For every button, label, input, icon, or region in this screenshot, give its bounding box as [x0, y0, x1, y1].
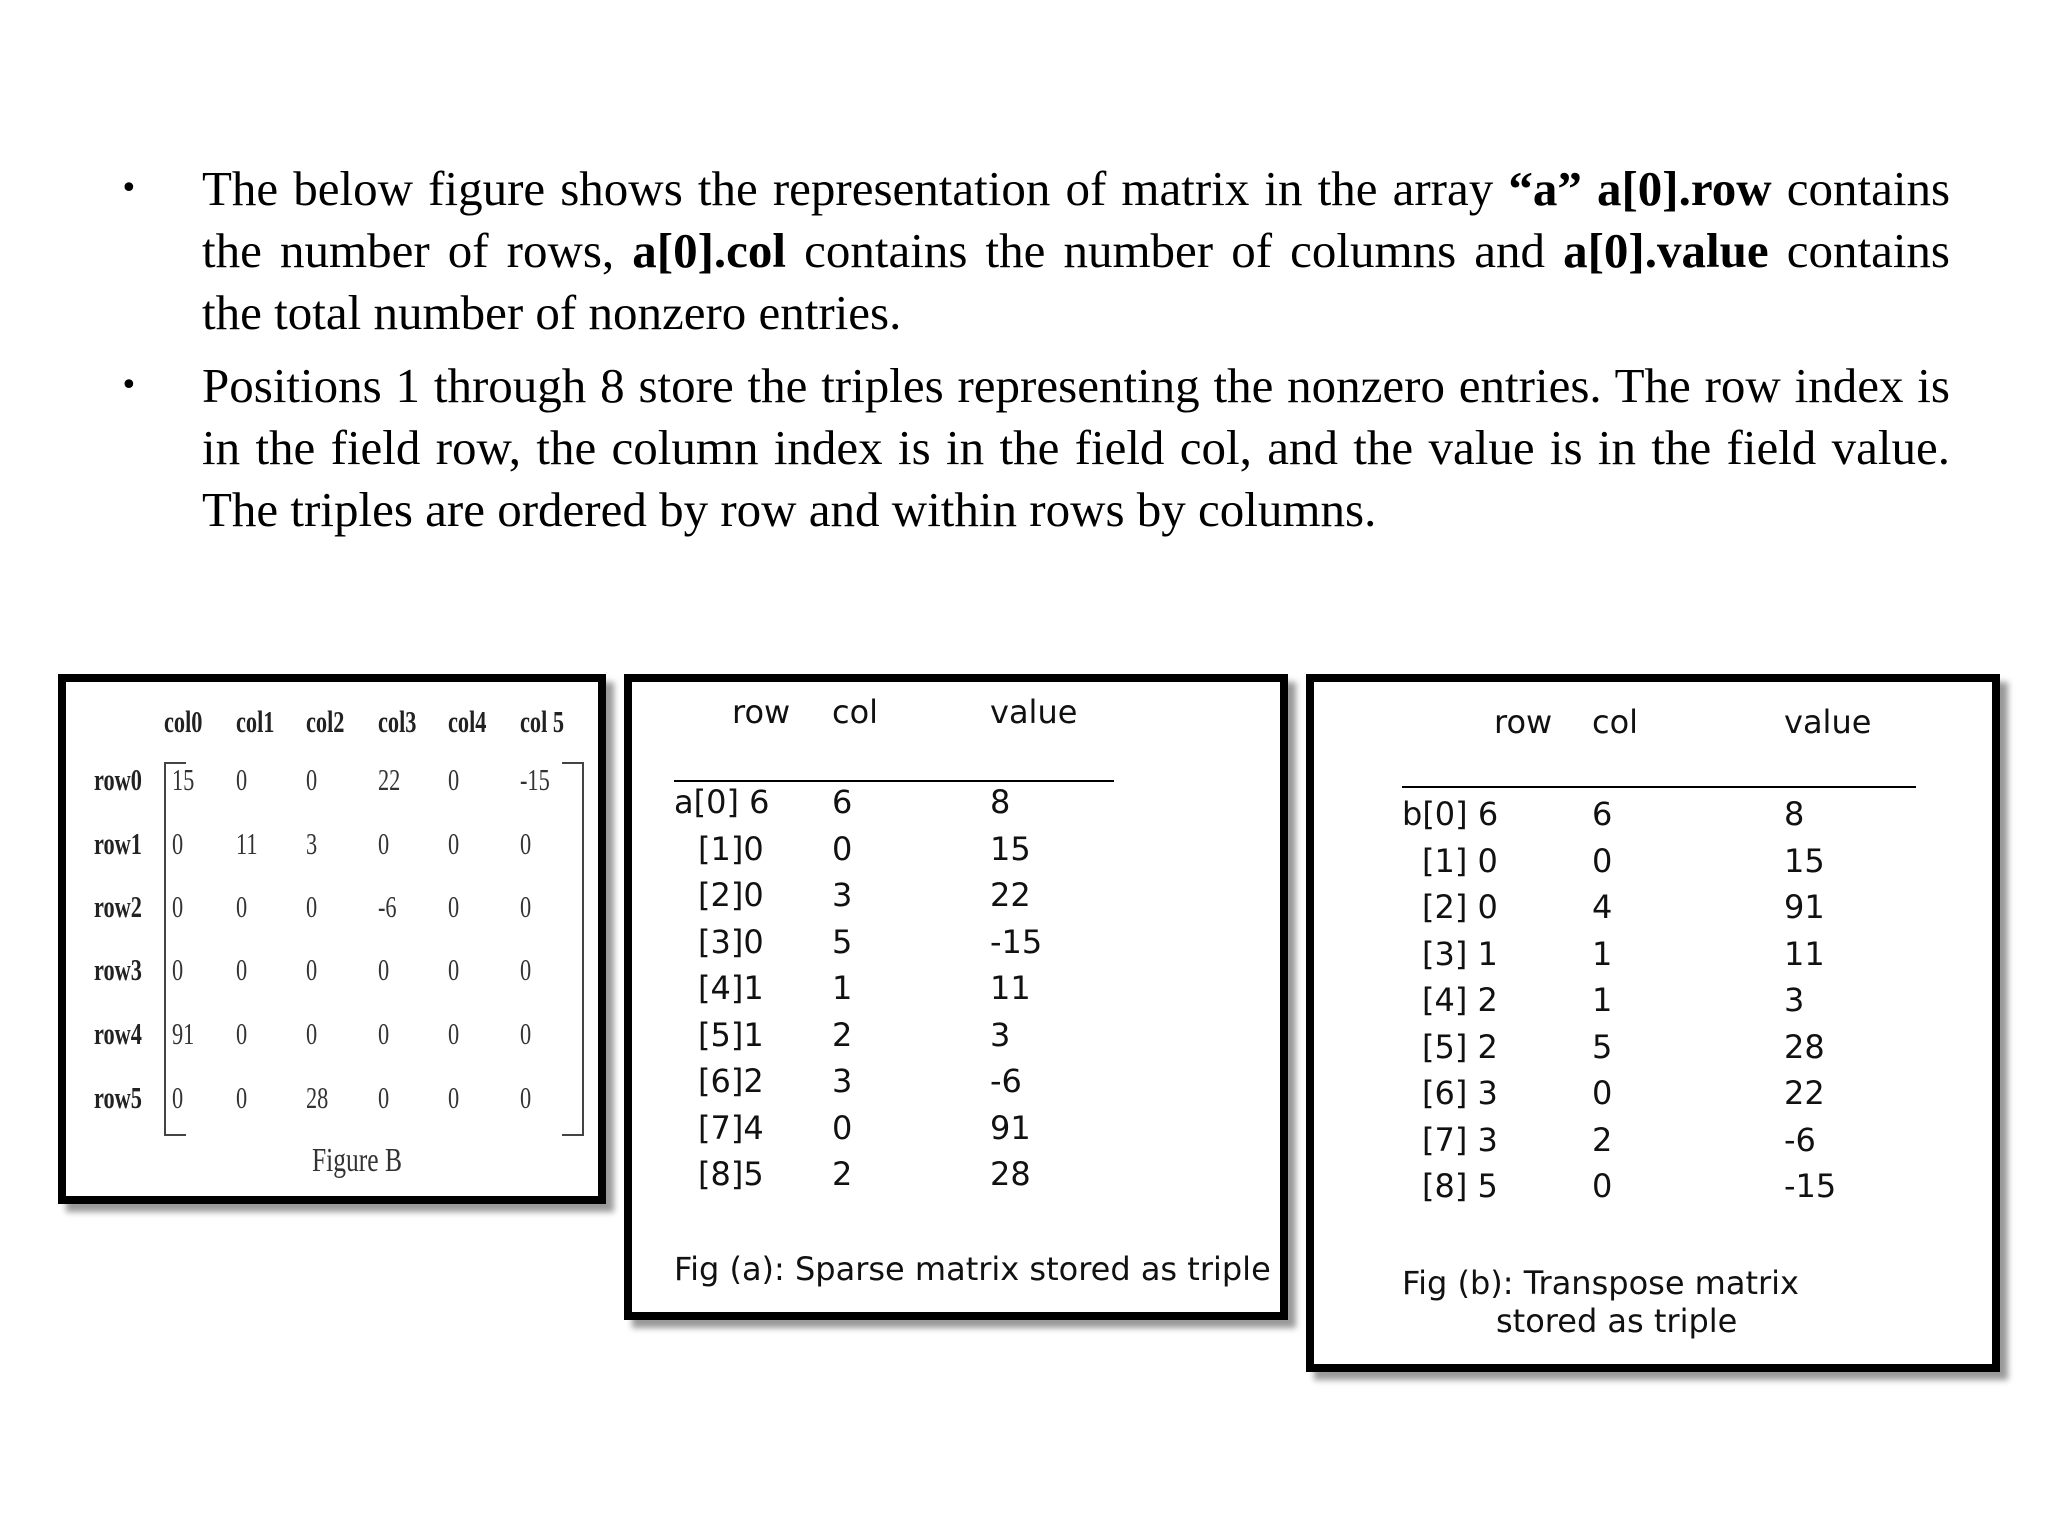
matrix-cell: 28 [306, 1080, 329, 1115]
matrix-cell: 15 [172, 762, 195, 797]
triple-cell: 5 [832, 922, 853, 961]
matrix-cell: 0 [306, 889, 318, 924]
triple-cell: a[0] 6 [674, 783, 770, 821]
matrix-col-header: col3 [378, 704, 417, 739]
matrix-left-bracket [164, 762, 186, 1136]
fig-a-header-rule [674, 780, 1114, 782]
matrix-cell: 0 [236, 1016, 248, 1051]
triple-cell: 15 [1784, 841, 1825, 880]
triple-cell: 3 [832, 876, 853, 914]
matrix-col-header: col 5 [520, 704, 565, 739]
matrix-cell: 91 [172, 1016, 195, 1051]
triple-cell: 22 [990, 876, 1031, 914]
figure-b-panel [58, 674, 606, 1204]
matrix-cell: 22 [378, 762, 401, 797]
matrix-cell: 0 [378, 952, 390, 987]
bullet-item-1 [120, 158, 1950, 344]
matrix-cell: 0 [448, 1080, 460, 1115]
matrix-col-header: col2 [306, 704, 345, 739]
matrix-cell: 0 [172, 889, 184, 924]
triple-cell: 0 [1592, 841, 1613, 880]
bullet-list [120, 158, 1950, 552]
triple-cell: [5] 2 [1422, 1027, 1498, 1066]
triple-cell: 3 [1784, 981, 1805, 1019]
bullet-2-text: Positions 1 through 8 store the triples representing the nonzero entries. The row index is in the field row, the column index is in the field col, and the value is in the field value. The triples are ordered by row and within rows by columns. [202, 358, 1950, 537]
matrix-row-label: row1 [94, 826, 142, 861]
triple-header: row [1494, 703, 1553, 741]
bullet-1-text-c: contains the number of columns and [786, 223, 1564, 278]
triple-cell: 2 [1592, 1120, 1613, 1159]
bullet-dot-icon: • [120, 171, 138, 206]
bullet-1-bold-c: a[0].value [1563, 223, 1769, 278]
triple-cell: 1 [1592, 981, 1613, 1019]
triple-header: row [732, 693, 791, 731]
matrix-row-label: row5 [94, 1080, 142, 1115]
triple-cell: -6 [990, 1062, 1022, 1100]
triple-header: col [1592, 703, 1639, 741]
fig-b-caption-line1: Fig (b): Transpose matrix [1402, 1264, 1799, 1302]
triple-cell: b[0] 6 [1402, 795, 1499, 833]
triple-cell: 6 [832, 783, 853, 821]
matrix-cell: 0 [378, 826, 390, 861]
matrix-cell: 0 [306, 952, 318, 987]
bullet-1-bold-b: a[0].col [632, 223, 787, 278]
matrix-cell: -6 [378, 889, 397, 924]
triple-cell: 22 [1784, 1074, 1825, 1112]
triple-cell: [4] 2 [1422, 981, 1498, 1019]
triple-cell: 91 [990, 1108, 1031, 1147]
matrix-col-header: col4 [448, 704, 487, 739]
triple-cell: 5 [1592, 1027, 1613, 1066]
matrix-cell: 0 [306, 1016, 318, 1051]
bullet-1-text-a: The below figure shows the representation of matrix in the array [202, 161, 1509, 216]
triple-header: value [990, 693, 1078, 731]
fig-a-caption: Fig (a): Sparse matrix stored as triple [674, 1250, 1271, 1288]
triple-cell: [6]2 [698, 1062, 764, 1100]
triple-cell: 3 [990, 1015, 1011, 1054]
triple-cell: [2] 0 [1422, 888, 1498, 926]
triple-cell: 2 [832, 1155, 853, 1193]
matrix-cell: 0 [448, 762, 460, 797]
matrix-cell: 0 [448, 1016, 460, 1051]
triple-header: col [832, 693, 879, 731]
triple-header: value [1784, 703, 1872, 741]
fig-b-header-rule [1402, 786, 1916, 788]
matrix-cell: 0 [448, 826, 460, 861]
triple-cell: 0 [832, 829, 853, 868]
matrix-cell: 0 [236, 952, 248, 987]
matrix-right-bracket [562, 762, 584, 1136]
triple-cell: 3 [832, 1062, 853, 1100]
matrix-cell: 0 [236, 1080, 248, 1115]
triple-cell: [5]1 [698, 1015, 764, 1054]
triple-cell: 8 [990, 783, 1011, 821]
triple-cell: -15 [990, 922, 1043, 961]
bullet-item-2 [120, 355, 1950, 541]
triple-cell: -15 [1784, 1167, 1837, 1205]
matrix-row-label: row0 [94, 762, 142, 797]
matrix-cell: 0 [378, 1016, 390, 1051]
triple-cell: 4 [1592, 888, 1613, 926]
matrix-col-header: col0 [164, 704, 203, 739]
bullet-1-text-d: contains the total number of nonzero entries. [202, 223, 1950, 340]
triple-cell: 0 [1592, 1167, 1613, 1205]
triple-cell: [3] 1 [1422, 934, 1498, 973]
triple-cell: 91 [1784, 888, 1825, 926]
bullet-1-bold-a: “a” a[0].row [1508, 161, 1772, 216]
bullet-dot-icon: • [120, 368, 138, 403]
matrix-row-label: row2 [94, 889, 142, 924]
triple-cell: [7]4 [698, 1108, 764, 1147]
triple-cell: [8]5 [698, 1155, 764, 1193]
fig-a-panel [624, 674, 1288, 1320]
matrix-cell: 0 [520, 1080, 532, 1115]
triple-cell: 1 [1592, 934, 1613, 973]
figure-b-caption: Figure B [312, 1142, 402, 1179]
matrix-cell: 3 [306, 826, 318, 861]
triple-cell: -6 [1784, 1120, 1816, 1159]
fig-b-panel [1306, 674, 2000, 1372]
matrix-row-label: row3 [94, 952, 142, 987]
matrix-cell: 0 [236, 889, 248, 924]
matrix-row-label: row4 [94, 1016, 142, 1051]
matrix-cell: -15 [520, 762, 550, 797]
matrix-cell: 0 [448, 889, 460, 924]
triple-cell: 15 [990, 829, 1031, 868]
matrix-cell: 0 [520, 889, 532, 924]
triple-cell: [3]0 [698, 922, 764, 961]
triple-cell: 11 [1784, 934, 1825, 973]
triple-cell: 8 [1784, 795, 1805, 833]
triple-cell: 28 [1784, 1027, 1825, 1066]
triple-cell: 0 [1592, 1074, 1613, 1112]
triple-cell: 0 [832, 1108, 853, 1147]
triple-cell: [8] 5 [1422, 1167, 1498, 1205]
matrix-cell: 0 [448, 952, 460, 987]
matrix-cell: 0 [172, 826, 184, 861]
triple-cell: 11 [990, 969, 1031, 1007]
triple-cell: [1] 0 [1422, 841, 1498, 880]
matrix-cell: 0 [236, 762, 248, 797]
bullet-1-text-b: contains the number of rows, [202, 161, 1951, 278]
matrix-cell: 0 [172, 1080, 184, 1115]
triple-cell: [2]0 [698, 876, 764, 914]
matrix-cell: 0 [172, 952, 184, 987]
triple-cell: [7] 3 [1422, 1120, 1498, 1159]
matrix-cell: 0 [378, 1080, 390, 1115]
matrix-cell: 0 [306, 762, 318, 797]
triple-cell: 6 [1592, 795, 1613, 833]
matrix-cell: 11 [236, 826, 258, 861]
triple-cell: [6] 3 [1422, 1074, 1498, 1112]
triple-cell: [4]1 [698, 969, 764, 1007]
triple-cell: 1 [832, 969, 853, 1007]
matrix-cell: 0 [520, 826, 532, 861]
matrix-cell: 0 [520, 952, 532, 987]
triple-cell: 28 [990, 1155, 1031, 1193]
triple-cell: 2 [832, 1015, 853, 1054]
fig-b-caption-line2: stored as triple [1496, 1302, 1738, 1340]
triple-cell: [1]0 [698, 829, 764, 868]
matrix-col-header: col1 [236, 704, 275, 739]
matrix-cell: 0 [520, 1016, 532, 1051]
